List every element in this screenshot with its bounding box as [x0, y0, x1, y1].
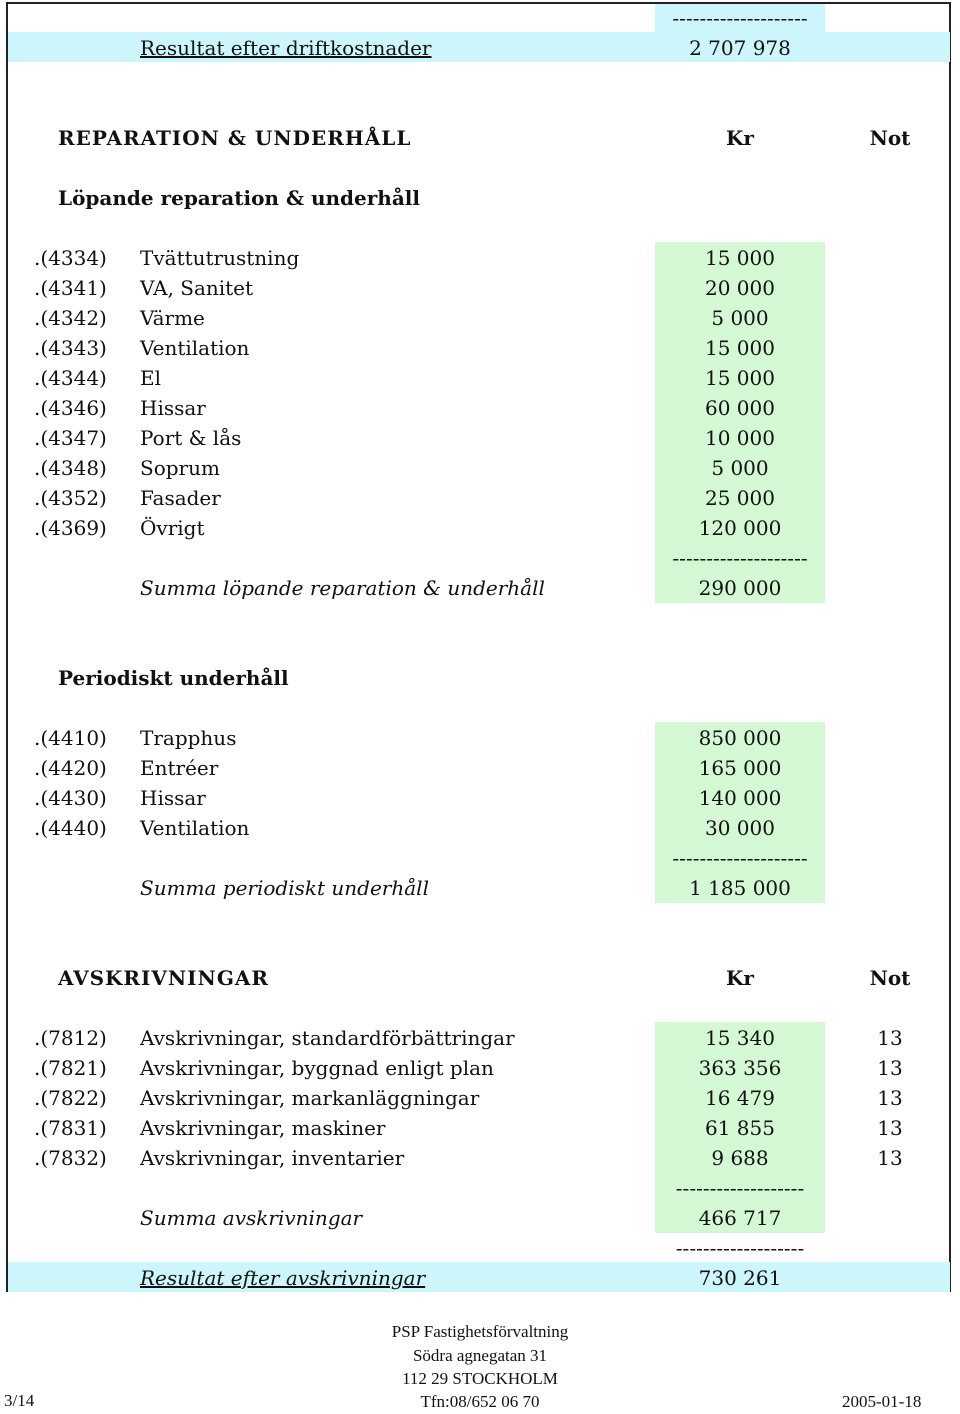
row-amount: 140 000 — [698, 786, 782, 810]
sum-depreciation-value: 466 717 — [698, 1206, 782, 1230]
row-label: Fasader — [140, 486, 221, 510]
row-label: El — [140, 366, 161, 390]
row-label: Tvättutrustning — [140, 246, 300, 270]
result-after-depreciation-label: Resultat efter avskrivningar — [140, 1266, 426, 1290]
row-code: .(7832) — [34, 1146, 107, 1170]
dash-line: -------------------- — [672, 846, 808, 870]
footer-city: 112 29 STOCKHOLM — [402, 1369, 558, 1388]
row-label: Port & lås — [140, 426, 242, 450]
row-code: .(4343) — [34, 336, 107, 360]
row-label: Värme — [140, 306, 205, 330]
row-code: .(7821) — [34, 1056, 107, 1080]
row-label: Hissar — [140, 396, 206, 420]
section-heading-depreciation: AVSKRIVNINGAR — [58, 966, 270, 990]
row-code: .(4352) — [34, 486, 107, 510]
sum-depreciation-label: Summa avskrivningar — [140, 1206, 363, 1230]
dash-line: -------------------- — [672, 546, 808, 570]
row-amount: 61 855 — [705, 1116, 775, 1140]
row-code: .(4341) — [34, 276, 107, 300]
row-label: Övrigt — [140, 516, 205, 540]
row-amount: 20 000 — [705, 276, 775, 300]
column-header-not: Not — [869, 126, 911, 150]
row-label: Ventilation — [140, 816, 250, 840]
row-label: Avskrivningar, byggnad enligt plan — [140, 1056, 494, 1080]
row-amount: 5 000 — [711, 456, 769, 480]
row-amount: 15 000 — [705, 366, 775, 390]
row-amount: 10 000 — [705, 426, 775, 450]
row-code: .(4420) — [34, 756, 107, 780]
row-amount: 15 000 — [705, 336, 775, 360]
row-amount: 30 000 — [705, 816, 775, 840]
result-after-operating-label: Resultat efter driftkostnader — [140, 36, 432, 60]
row-label: Entréer — [140, 756, 219, 780]
footer-phone: Tfn:08/652 06 70 — [420, 1392, 540, 1411]
row-note: 13 — [877, 1146, 903, 1170]
column-header-kr: Kr — [726, 966, 754, 990]
row-note: 13 — [877, 1056, 903, 1080]
section-heading-repair: REPARATION & UNDERHÅLL — [58, 126, 412, 150]
row-code: .(4348) — [34, 456, 107, 480]
row-code: .(4344) — [34, 366, 107, 390]
row-code: .(4342) — [34, 306, 107, 330]
footer-date: 2005-01-18 — [842, 1392, 922, 1411]
row-amount: 850 000 — [698, 726, 782, 750]
sum-running-value: 290 000 — [698, 576, 782, 600]
row-note: 13 — [877, 1086, 903, 1110]
result-after-depreciation-value: 730 261 — [698, 1266, 782, 1290]
row-code: .(4346) — [34, 396, 107, 420]
dash-line: -------------------- — [672, 6, 808, 30]
subsection-title-periodic: Periodiskt underhåll — [58, 666, 289, 690]
row-code: .(4430) — [34, 786, 107, 810]
row-code: .(4440) — [34, 816, 107, 840]
row-amount: 16 479 — [705, 1086, 775, 1110]
row-code: .(7812) — [34, 1026, 107, 1050]
subsection-title-running: Löpande reparation & underhåll — [58, 186, 420, 210]
row-amount: 25 000 — [705, 486, 775, 510]
dash-line: ------------------- — [675, 1236, 805, 1260]
row-label: Avskrivningar, maskiner — [140, 1116, 386, 1140]
row-label: Soprum — [140, 456, 220, 480]
row-label: Ventilation — [140, 336, 250, 360]
row-amount: 15 340 — [705, 1026, 775, 1050]
row-label: Avskrivningar, inventarier — [140, 1146, 405, 1170]
sum-periodic-value: 1 185 000 — [689, 876, 791, 900]
row-code: .(4410) — [34, 726, 107, 750]
row-label: Avskrivningar, markanläggningar — [140, 1086, 480, 1110]
row-amount: 60 000 — [705, 396, 775, 420]
row-code: .(4347) — [34, 426, 107, 450]
row-label: Hissar — [140, 786, 206, 810]
result-after-operating-value: 2 707 978 — [689, 36, 791, 60]
row-amount: 9 688 — [711, 1146, 769, 1170]
column-header-not: Not — [869, 966, 911, 990]
row-amount: 363 356 — [698, 1056, 782, 1080]
row-code: .(4334) — [34, 246, 107, 270]
row-amount: 165 000 — [698, 756, 782, 780]
row-code: .(4369) — [34, 516, 107, 540]
row-amount: 120 000 — [698, 516, 782, 540]
row-code: .(7822) — [34, 1086, 107, 1110]
row-amount: 15 000 — [705, 246, 775, 270]
row-amount: 5 000 — [711, 306, 769, 330]
column-header-kr: Kr — [726, 126, 754, 150]
dash-line: ------------------- — [675, 1176, 805, 1200]
row-label: Trapphus — [140, 726, 237, 750]
row-note: 13 — [877, 1026, 903, 1050]
row-note: 13 — [877, 1116, 903, 1140]
sum-periodic-label: Summa periodiskt underhåll — [140, 876, 429, 900]
page-number: 3/14 — [4, 1391, 35, 1410]
row-code: .(7831) — [34, 1116, 107, 1140]
row-label: VA, Sanitet — [140, 276, 254, 300]
footer-company: PSP Fastighetsförvaltning — [391, 1322, 569, 1341]
footer-street: Södra agnegatan 31 — [412, 1346, 548, 1365]
row-label: Avskrivningar, standardförbättringar — [140, 1026, 515, 1050]
sum-running-label: Summa löpande reparation & underhåll — [140, 576, 545, 600]
